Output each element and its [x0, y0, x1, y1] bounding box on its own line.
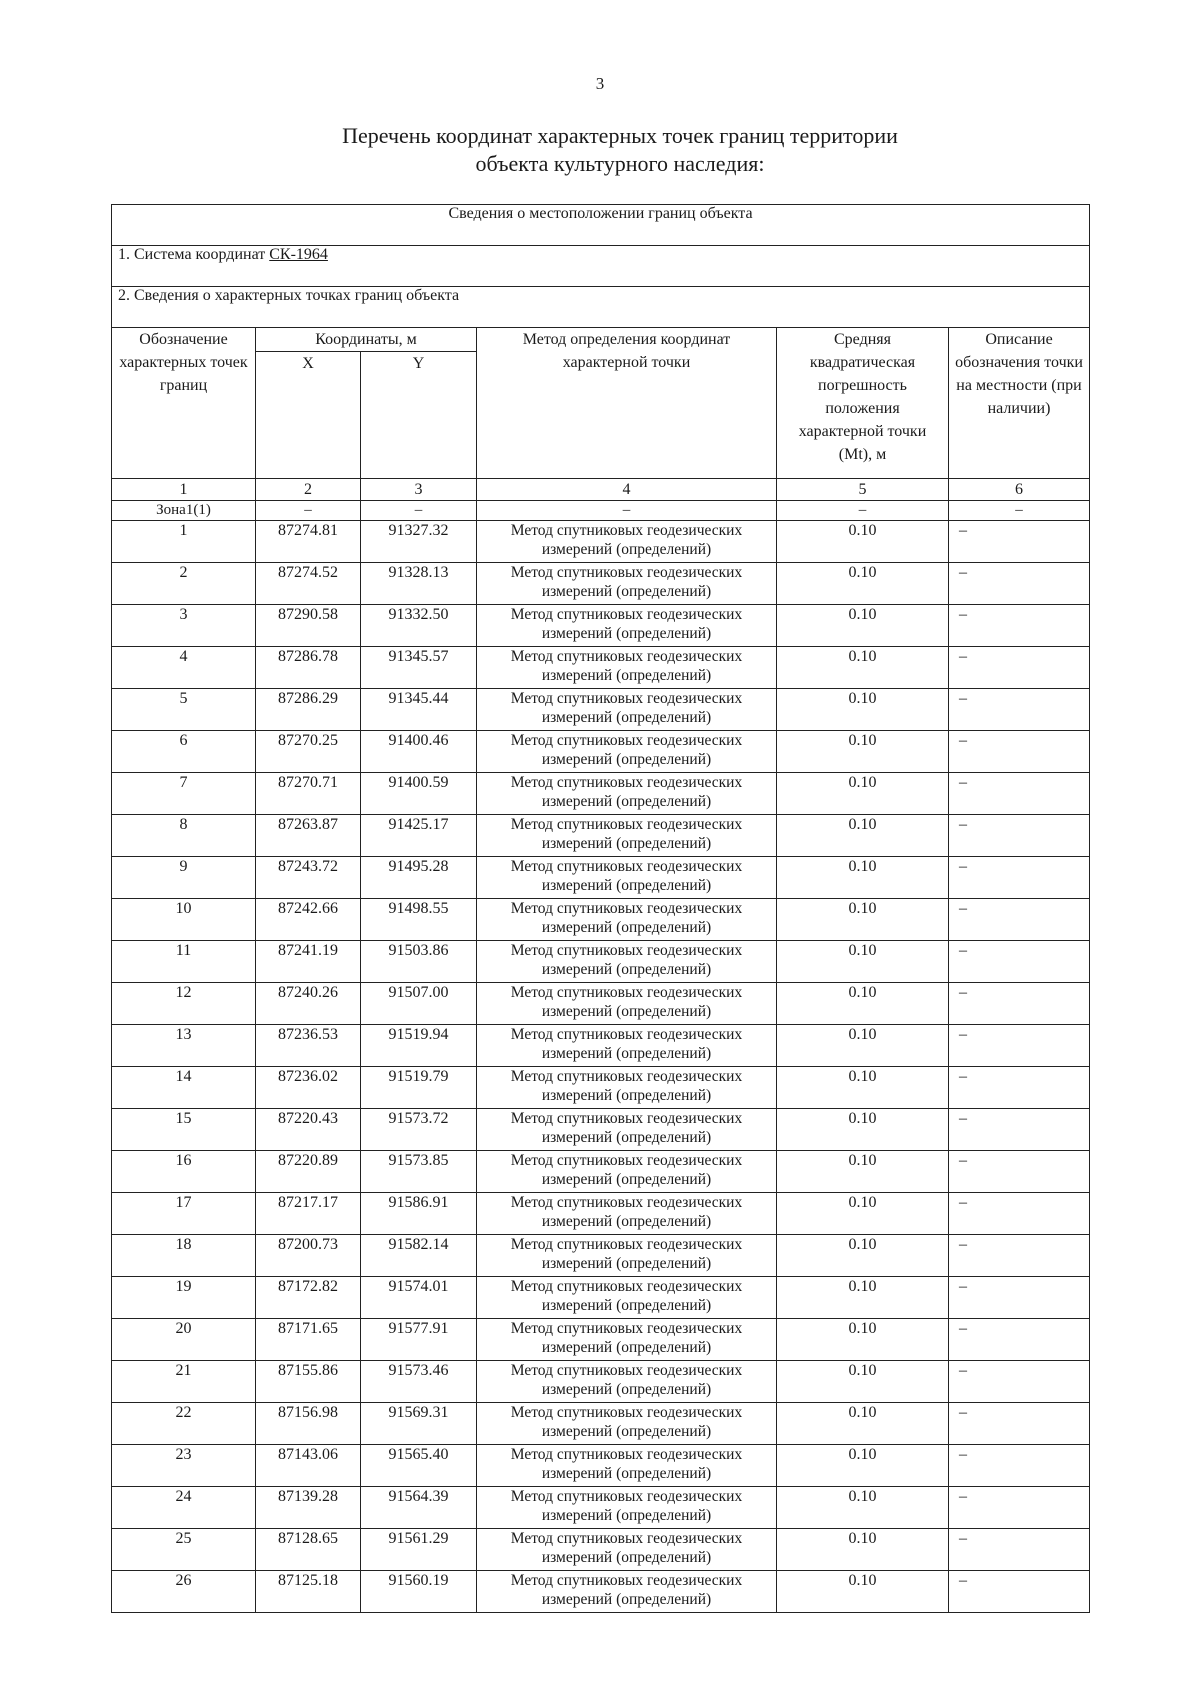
- method-cell: Метод спутниковых геодезических измерений (определений): [477, 1571, 777, 1613]
- header-error: Средняя квадратическая погрешность положения характерной точки (Mt), м: [777, 328, 949, 479]
- point-number-cell: 1: [112, 521, 256, 563]
- error-cell: 0.10: [777, 1193, 949, 1235]
- error-cell: 0.10: [777, 941, 949, 983]
- header-method: Метод определения координат характерной точки: [477, 328, 777, 479]
- method-cell: Метод спутниковых геодезических измерений (определений): [477, 773, 777, 815]
- method-cell: Метод спутниковых геодезических измерений (определений): [477, 1193, 777, 1235]
- point-number-cell: 4: [112, 647, 256, 689]
- point-number-cell: 15: [112, 1109, 256, 1151]
- error-cell: 0.10: [777, 731, 949, 773]
- zone-cell: –: [949, 501, 1090, 521]
- point-number-cell: 22: [112, 1403, 256, 1445]
- x-coordinate-cell: 87156.98: [256, 1403, 361, 1445]
- table-row: [112, 1193, 1090, 1235]
- x-coordinate-cell: 87274.52: [256, 563, 361, 605]
- column-number: 3: [361, 479, 477, 501]
- y-coordinate-cell: 91565.40: [361, 1445, 477, 1487]
- method-cell: Метод спутниковых геодезических измерений (определений): [477, 689, 777, 731]
- point-number-cell: 2: [112, 563, 256, 605]
- x-coordinate-cell: 87286.29: [256, 689, 361, 731]
- x-coordinate-cell: 87290.58: [256, 605, 361, 647]
- y-coordinate-cell: 91519.94: [361, 1025, 477, 1067]
- description-cell: –: [949, 773, 1090, 815]
- y-coordinate-cell: 91507.00: [361, 983, 477, 1025]
- y-coordinate-cell: 91582.14: [361, 1235, 477, 1277]
- x-coordinate-cell: 87270.25: [256, 731, 361, 773]
- error-cell: 0.10: [777, 857, 949, 899]
- table-row: [112, 773, 1090, 815]
- coord-system-label: 1. Система координат: [118, 246, 266, 263]
- y-coordinate-cell: 91574.01: [361, 1277, 477, 1319]
- page-number: 3: [595, 74, 605, 93]
- description-cell: –: [949, 605, 1090, 647]
- document-title: [0, 122, 1200, 178]
- table-row: [112, 941, 1090, 983]
- x-coordinate-cell: 87155.86: [256, 1361, 361, 1403]
- method-cell: Метод спутниковых геодезических измерений (определений): [477, 1361, 777, 1403]
- description-cell: –: [949, 1445, 1090, 1487]
- method-cell: Метод спутниковых геодезических измерений (определений): [477, 647, 777, 689]
- point-number-cell: 16: [112, 1151, 256, 1193]
- error-cell: 0.10: [777, 1529, 949, 1571]
- point-number-cell: 21: [112, 1361, 256, 1403]
- y-coordinate-cell: 91573.46: [361, 1361, 477, 1403]
- header-designation: Обозначение характерных точек границ: [112, 328, 256, 479]
- error-cell: 0.10: [777, 773, 949, 815]
- y-coordinate-cell: 91519.79: [361, 1067, 477, 1109]
- error-cell: 0.10: [777, 1445, 949, 1487]
- coordinates-table: [111, 204, 1090, 1613]
- point-number-cell: 11: [112, 941, 256, 983]
- y-coordinate-cell: 91569.31: [361, 1403, 477, 1445]
- y-coordinate-cell: 91425.17: [361, 815, 477, 857]
- description-cell: –: [949, 1529, 1090, 1571]
- x-coordinate-cell: 87143.06: [256, 1445, 361, 1487]
- point-number-cell: 17: [112, 1193, 256, 1235]
- point-number-cell: 24: [112, 1487, 256, 1529]
- table-row: [112, 1109, 1090, 1151]
- description-cell: –: [949, 857, 1090, 899]
- table-row: [112, 1445, 1090, 1487]
- y-coordinate-cell: 91328.13: [361, 563, 477, 605]
- table-row: [112, 1067, 1090, 1109]
- point-number-cell: 19: [112, 1277, 256, 1319]
- table-row: [112, 815, 1090, 857]
- zone-cell: Зона1(1): [112, 501, 256, 521]
- point-number-cell: 20: [112, 1319, 256, 1361]
- points-section-label: 2. Сведения о характерных точках границ объекта: [112, 287, 1090, 328]
- method-cell: Метод спутниковых геодезических измерений (определений): [477, 731, 777, 773]
- y-coordinate-cell: 91332.50: [361, 605, 477, 647]
- description-cell: –: [949, 1403, 1090, 1445]
- x-coordinate-cell: 87200.73: [256, 1235, 361, 1277]
- x-coordinate-cell: 87240.26: [256, 983, 361, 1025]
- x-coordinate-cell: 87171.65: [256, 1319, 361, 1361]
- table-row: [112, 731, 1090, 773]
- point-number-cell: 18: [112, 1235, 256, 1277]
- header-row-1: [112, 328, 1090, 352]
- description-cell: –: [949, 983, 1090, 1025]
- method-cell: Метод спутниковых геодезических измерений (определений): [477, 1403, 777, 1445]
- description-cell: –: [949, 1109, 1090, 1151]
- point-number-cell: 23: [112, 1445, 256, 1487]
- y-coordinate-cell: 91577.91: [361, 1319, 477, 1361]
- method-cell: Метод спутниковых геодезических измерений (определений): [477, 521, 777, 563]
- table-row: [112, 1487, 1090, 1529]
- description-cell: –: [949, 1277, 1090, 1319]
- column-numbers-row: [112, 479, 1090, 501]
- points-section-row: [112, 287, 1090, 328]
- x-coordinate-cell: 87274.81: [256, 521, 361, 563]
- x-coordinate-cell: 87125.18: [256, 1571, 361, 1613]
- error-cell: 0.10: [777, 1487, 949, 1529]
- method-cell: Метод спутниковых геодезических измерений (определений): [477, 1319, 777, 1361]
- table-row: [112, 689, 1090, 731]
- error-cell: 0.10: [777, 1403, 949, 1445]
- description-cell: –: [949, 1067, 1090, 1109]
- point-number-cell: 9: [112, 857, 256, 899]
- point-number-cell: 6: [112, 731, 256, 773]
- table-row: [112, 563, 1090, 605]
- point-number-cell: 7: [112, 773, 256, 815]
- error-cell: 0.10: [777, 1361, 949, 1403]
- x-coordinate-cell: 87243.72: [256, 857, 361, 899]
- table-row: [112, 1277, 1090, 1319]
- table-row: [112, 1319, 1090, 1361]
- error-cell: 0.10: [777, 1151, 949, 1193]
- description-cell: –: [949, 1235, 1090, 1277]
- point-number-cell: 12: [112, 983, 256, 1025]
- error-cell: 0.10: [777, 647, 949, 689]
- column-number: 2: [256, 479, 361, 501]
- point-number-cell: 14: [112, 1067, 256, 1109]
- error-cell: 0.10: [777, 563, 949, 605]
- coord-system-cell: [112, 246, 1090, 287]
- document-title-line-1: Перечень координат характерных точек границ территории: [342, 123, 898, 148]
- point-number-cell: 3: [112, 605, 256, 647]
- table-row: [112, 521, 1090, 563]
- zone-cell: –: [477, 501, 777, 521]
- method-cell: Метод спутниковых геодезических измерений (определений): [477, 815, 777, 857]
- method-cell: Метод спутниковых геодезических измерений (определений): [477, 1277, 777, 1319]
- description-cell: –: [949, 1151, 1090, 1193]
- description-cell: –: [949, 815, 1090, 857]
- point-number-cell: 10: [112, 899, 256, 941]
- y-coordinate-cell: 91345.57: [361, 647, 477, 689]
- method-cell: Метод спутниковых геодезических измерений (определений): [477, 1529, 777, 1571]
- table-row: [112, 857, 1090, 899]
- x-coordinate-cell: 87286.78: [256, 647, 361, 689]
- table-row: [112, 1235, 1090, 1277]
- description-cell: –: [949, 1571, 1090, 1613]
- description-cell: –: [949, 1025, 1090, 1067]
- x-coordinate-cell: 87270.71: [256, 773, 361, 815]
- header-coordinates: Координаты, м: [256, 328, 477, 352]
- method-cell: Метод спутниковых геодезических измерений (определений): [477, 857, 777, 899]
- x-coordinate-cell: 87217.17: [256, 1193, 361, 1235]
- method-cell: Метод спутниковых геодезических измерений (определений): [477, 1067, 777, 1109]
- error-cell: 0.10: [777, 521, 949, 563]
- point-number-cell: 5: [112, 689, 256, 731]
- error-cell: 0.10: [777, 1319, 949, 1361]
- error-cell: 0.10: [777, 1235, 949, 1277]
- y-coordinate-cell: 91498.55: [361, 899, 477, 941]
- error-cell: 0.10: [777, 1277, 949, 1319]
- x-coordinate-cell: 87236.53: [256, 1025, 361, 1067]
- table-row: [112, 1361, 1090, 1403]
- table-row: [112, 1529, 1090, 1571]
- zone-cell: –: [256, 501, 361, 521]
- point-number-cell: 8: [112, 815, 256, 857]
- y-coordinate-cell: 91573.85: [361, 1151, 477, 1193]
- zone-cell: –: [361, 501, 477, 521]
- coord-system-value: СК-1964: [269, 246, 328, 263]
- error-cell: 0.10: [777, 983, 949, 1025]
- description-cell: –: [949, 1361, 1090, 1403]
- table-row: [112, 983, 1090, 1025]
- y-coordinate-cell: 91503.86: [361, 941, 477, 983]
- description-cell: –: [949, 941, 1090, 983]
- description-cell: –: [949, 731, 1090, 773]
- y-coordinate-cell: 91561.29: [361, 1529, 477, 1571]
- method-cell: Метод спутниковых геодезических измерений (определений): [477, 1445, 777, 1487]
- coord-system-row: [112, 246, 1090, 287]
- method-cell: Метод спутниковых геодезических измерений (определений): [477, 983, 777, 1025]
- column-number: 6: [949, 479, 1090, 501]
- zone-row: [112, 501, 1090, 521]
- method-cell: Метод спутниковых геодезических измерений (определений): [477, 1151, 777, 1193]
- table-row: [112, 899, 1090, 941]
- x-coordinate-cell: 87139.28: [256, 1487, 361, 1529]
- description-cell: –: [949, 1487, 1090, 1529]
- description-cell: –: [949, 1193, 1090, 1235]
- table-row: [112, 647, 1090, 689]
- y-coordinate-cell: 91573.72: [361, 1109, 477, 1151]
- table-row: [112, 1571, 1090, 1613]
- error-cell: 0.10: [777, 689, 949, 731]
- method-cell: Метод спутниковых геодезических измерений (определений): [477, 605, 777, 647]
- method-cell: Метод спутниковых геодезических измерений (определений): [477, 1109, 777, 1151]
- column-number: 1: [112, 479, 256, 501]
- description-cell: –: [949, 521, 1090, 563]
- y-coordinate-cell: 91345.44: [361, 689, 477, 731]
- header-x: X: [256, 352, 361, 479]
- table-row: [112, 1403, 1090, 1445]
- y-coordinate-cell: 91560.19: [361, 1571, 477, 1613]
- error-cell: 0.10: [777, 605, 949, 647]
- error-cell: 0.10: [777, 899, 949, 941]
- error-cell: 0.10: [777, 1025, 949, 1067]
- x-coordinate-cell: 87242.66: [256, 899, 361, 941]
- description-cell: –: [949, 1319, 1090, 1361]
- point-number-cell: 13: [112, 1025, 256, 1067]
- section-title-row: [112, 205, 1090, 246]
- y-coordinate-cell: 91495.28: [361, 857, 477, 899]
- header-description: Описание обозначения точки на местности (при наличии): [949, 328, 1090, 479]
- error-cell: 0.10: [777, 815, 949, 857]
- section-title: Сведения о местоположении границ объекта: [112, 205, 1090, 246]
- method-cell: Метод спутниковых геодезических измерений (определений): [477, 1025, 777, 1067]
- description-cell: –: [949, 689, 1090, 731]
- table-row: [112, 605, 1090, 647]
- table-row: [112, 1025, 1090, 1067]
- y-coordinate-cell: 91327.32: [361, 521, 477, 563]
- method-cell: Метод спутниковых геодезических измерений (определений): [477, 1487, 777, 1529]
- y-coordinate-cell: 91564.39: [361, 1487, 477, 1529]
- point-number-cell: 26: [112, 1571, 256, 1613]
- x-coordinate-cell: 87220.89: [256, 1151, 361, 1193]
- column-number: 4: [477, 479, 777, 501]
- zone-cell: –: [777, 501, 949, 521]
- x-coordinate-cell: 87128.65: [256, 1529, 361, 1571]
- description-cell: –: [949, 899, 1090, 941]
- y-coordinate-cell: 91400.59: [361, 773, 477, 815]
- description-cell: –: [949, 563, 1090, 605]
- x-coordinate-cell: 87241.19: [256, 941, 361, 983]
- y-coordinate-cell: 91400.46: [361, 731, 477, 773]
- method-cell: Метод спутниковых геодезических измерений (определений): [477, 899, 777, 941]
- table-row: [112, 1151, 1090, 1193]
- method-cell: Метод спутниковых геодезических измерений (определений): [477, 941, 777, 983]
- column-number: 5: [777, 479, 949, 501]
- method-cell: Метод спутниковых геодезических измерений (определений): [477, 563, 777, 605]
- x-coordinate-cell: 87263.87: [256, 815, 361, 857]
- y-coordinate-cell: 91586.91: [361, 1193, 477, 1235]
- point-number-cell: 25: [112, 1529, 256, 1571]
- x-coordinate-cell: 87172.82: [256, 1277, 361, 1319]
- document-title-line-2: объекта культурного наследия:: [475, 151, 765, 176]
- x-coordinate-cell: 87236.02: [256, 1067, 361, 1109]
- error-cell: 0.10: [777, 1067, 949, 1109]
- error-cell: 0.10: [777, 1109, 949, 1151]
- error-cell: 0.10: [777, 1571, 949, 1613]
- method-cell: Метод спутниковых геодезических измерений (определений): [477, 1235, 777, 1277]
- description-cell: –: [949, 647, 1090, 689]
- header-y: Y: [361, 352, 477, 479]
- x-coordinate-cell: 87220.43: [256, 1109, 361, 1151]
